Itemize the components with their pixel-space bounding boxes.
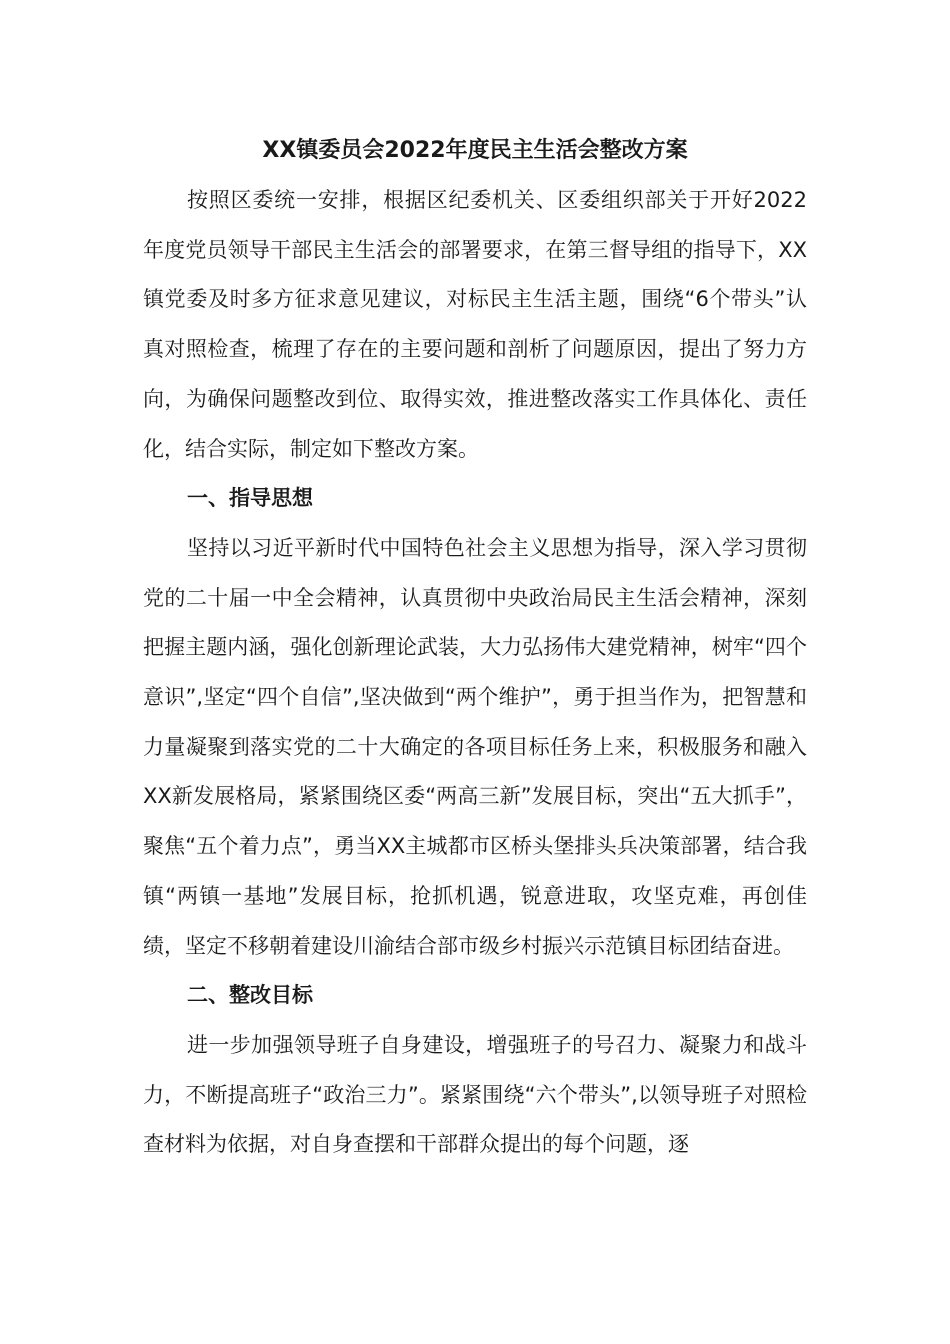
intro-paragraph: 按照区委统一安排，根据区纪委机关、区委组织部关于开好2022年度党员领导干部民主生活会的部署要求，在第三督导组的指导下，XX镇党委及时多方征求意见建议，对标民主生活主题，围绕“6个带头”认真对照检查，梳理了存在的主要问题和剖析了问题原因，提出了努力方向，为确保问题整改到位、取得实效，推进整改落实工作具体化、责任化，结合实际，制定如下整改方案。 [143,188,807,461]
document-title: XX镇委员会2022年度民主生活会整改方案 [262,138,688,163]
section-heading-rectification-goals: 二、整改目标 [187,983,313,1008]
section-paragraph-guiding-ideology: 坚持以习近平新时代中国特色社会主义思想为指导，深入学习贯彻党的二十届一中全会精神，认真贯彻中央政治局民主生活会精神，深刻把握主题内涵，强化创新理论武装，大力弘扬伟大建党精神，树牢“四个意识”,坚定“四个自信”,坚决做到“两个维护”，勇于担当作为，把智慧和力量凝聚到落实党的二十大确定的各项目标任务上来，积极服务和融入XX新发展格局，紧紧围绕区委“两高三新”发展目标，突出“五大抓手”，聚焦“五个着力点”，勇当XX主城都市区桥头堡排头兵决策部署，结合我镇“两镇一基地”发展目标，抢抓机遇，锐意进取，攻坚克难，再创佳绩，坚定不移朝着建设川渝结合部市级乡村振兴示范镇目标团结奋进。 [143,535,807,958]
section-paragraph-rectification-goals: 进一步加强领导班子自身建设，增强班子的号召力、凝聚力和战斗力，不断提高班子“政治三力”。紧紧围绕“六个带头”,以领导班子对照检查材料为依据，对自身查摆和干部群众提出的每个问题，逐 [143,1032,807,1157]
document-body [143,126,807,1170]
section-heading-guiding-ideology: 一、指导思想 [187,486,313,511]
